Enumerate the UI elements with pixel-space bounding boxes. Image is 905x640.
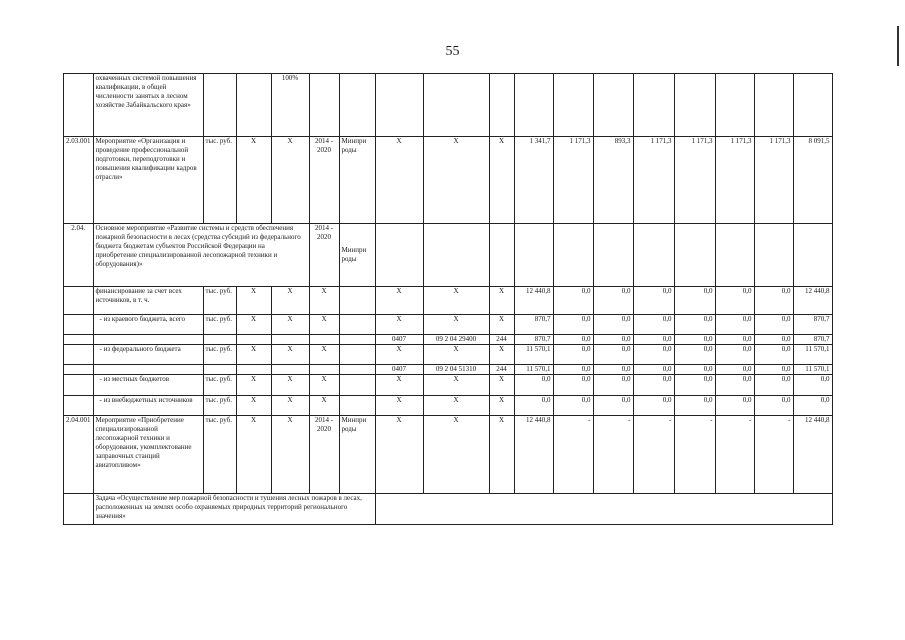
cell-total: 8 091,5 (793, 137, 832, 224)
cell-value: 0,0 (715, 287, 754, 315)
table-row (64, 137, 833, 224)
table-row (64, 224, 833, 287)
cell-value: 11 570,1 (514, 365, 553, 375)
cell-k2: Х (423, 137, 489, 224)
cell-name: финансирование за счет всех источников, в т. ч. (93, 287, 203, 315)
program-table (63, 73, 833, 525)
cell-value: 1 171,3 (633, 137, 674, 224)
cell-value: 0,0 (553, 365, 593, 375)
cell-value: 0,0 (593, 345, 633, 365)
cell-executor: Минпри роды (339, 137, 375, 224)
cell-value: - (754, 416, 793, 494)
cell-unit: тыс. руб. (203, 345, 236, 365)
table-row (64, 74, 833, 137)
cell-value: 0,0 (633, 315, 674, 335)
cell-value: 0,0 (674, 315, 715, 335)
cell-name: Мероприятие «Организация и проведение профессиональной подготовки, переподготовки и повышения квалификации кадров отрасли» (93, 137, 203, 224)
cell-unit: тыс. руб. (203, 137, 236, 224)
cell-value: 0,0 (593, 375, 633, 396)
cell-total: 870,7 (793, 315, 832, 335)
cell-total: 12 440,8 (793, 287, 832, 315)
cell-value: 0,0 (514, 396, 553, 416)
cell-k1: Х (375, 137, 423, 224)
cell-num: 2.04.001 (64, 416, 94, 494)
cell-k1: 0407 (375, 365, 423, 375)
cell-value: 1 171,3 (674, 137, 715, 224)
cell-value: 0,0 (715, 396, 754, 416)
cell-num: 2.03.001 (64, 137, 94, 224)
cell-x2: Х (271, 137, 309, 224)
cell-years: 2014 - 2020 (309, 416, 339, 494)
cell-value: - (553, 416, 593, 494)
cell-value: 0,0 (674, 335, 715, 345)
cell-unit: тыс. руб. (203, 287, 236, 315)
cell-value: 1 171,3 (553, 137, 593, 224)
cell-value: 870,7 (514, 315, 553, 335)
cell-total: 870,7 (793, 335, 832, 345)
cell-value: - (715, 416, 754, 494)
cell-value: 11 570,1 (514, 345, 553, 365)
cell-value: 0,0 (715, 375, 754, 396)
cell-value: 0,0 (593, 335, 633, 345)
table-row: - из краевого бюджета, всего тыс. руб. Х Х Х Х Х Х 870,7 0,0 0,0 0,0 0,0 0,0 0,0 870,7 (64, 315, 833, 335)
cell-k3: 244 (489, 365, 514, 375)
cell-value: 0,0 (715, 345, 754, 365)
cell-value: 0,0 (553, 375, 593, 396)
task-text: Задача «Осуществление мер пожарной безопасности и тушения лесных пожаров в лесах, расположенных на землях особо охраняемых природных территорий регионального значения» (93, 494, 375, 525)
table-row: - из местных бюджетов тыс. руб. Х Х Х Х Х Х 0,0 0,0 0,0 0,0 0,0 0,0 0,0 0,0 (64, 375, 833, 396)
cell-k3: 244 (489, 335, 514, 345)
table-row: финансирование за счет всех источников, в т. ч. тыс. руб. Х Х Х Х Х Х 12 440,8 0,0 0,0 0,0 0,0 0,0 0,0 12 440,8 (64, 287, 833, 315)
cell-value: 1 341,7 (514, 137, 553, 224)
cell-value: 0,0 (754, 375, 793, 396)
cell-value: 0,0 (633, 375, 674, 396)
cell-years: 2014 - 2020 (309, 224, 339, 287)
cell-k2: 09 2 04 29400 (423, 335, 489, 345)
cell-executor: Минпри роды (339, 224, 375, 287)
cell-name: - из внебюджетных источников (93, 396, 203, 416)
cell-value: 0,0 (633, 345, 674, 365)
cell-num (64, 74, 94, 137)
cell-unit: тыс. руб. (203, 375, 236, 396)
page-edge-mark (897, 26, 899, 66)
cell-value: 893,3 (593, 137, 633, 224)
cell-value: 0,0 (514, 375, 553, 396)
cell-value: - (674, 416, 715, 494)
cell-k2: 09 2 04 51310 (423, 365, 489, 375)
cell-name: охваченных системой повышения квалификации, в общей численности занятых в лесном хозяйстве Забайкальского края» (93, 74, 203, 137)
cell-value: 0,0 (715, 335, 754, 345)
cell-value: 12 440,8 (514, 416, 553, 494)
cell-value: 0,0 (633, 396, 674, 416)
cell-x1: Х (236, 137, 271, 224)
cell-value: 12 440,8 (514, 287, 553, 315)
cell-value: 0,0 (553, 287, 593, 315)
cell-value: 0,0 (593, 365, 633, 375)
cell-total: 12 440,8 (793, 416, 832, 494)
cell-value: 0,0 (754, 287, 793, 315)
cell-total: 0,0 (793, 375, 832, 396)
cell-value: 0,0 (553, 315, 593, 335)
cell-value: 0,0 (593, 315, 633, 335)
cell-total: 11 570,1 (793, 365, 832, 375)
cell-value: 0,0 (553, 335, 593, 345)
cell-value: 0,0 (754, 396, 793, 416)
table-row: - из федерального бюджета тыс. руб. Х Х Х Х Х Х 11 570,1 0,0 0,0 0,0 0,0 0,0 0,0 11 570,1 (64, 345, 833, 365)
page-number: 55 (445, 44, 460, 59)
cell-value: 0,0 (593, 396, 633, 416)
cell-value: 0,0 (674, 365, 715, 375)
cell-name: - из краевого бюджета, всего (93, 315, 203, 335)
cell-value: 0,0 (633, 287, 674, 315)
cell-executor: Минпри роды (339, 416, 375, 494)
cell-value: 0,0 (754, 335, 793, 345)
cell-value: - (593, 416, 633, 494)
cell-name: Мероприятие «Приобретение специализированной лесопожарной техники и оборудования, укомплектование заправочных станций авиатопливом» (93, 416, 203, 494)
cell-total: 0,0 (793, 396, 832, 416)
cell-value: 0,0 (633, 365, 674, 375)
cell-name: - из местных бюджетов (93, 375, 203, 396)
cell-years: 2014 - 2020 (309, 137, 339, 224)
table-row: 2.04.001 Мероприятие «Приобретение специализированной лесопожарной техники и оборудования, укомплектование заправочных станций авиатопливом» тыс. руб. Х Х 2014 - 2020 Минпри роды Х Х Х 12 440,8 - - - - - - 12 440,8 (64, 416, 833, 494)
cell-value: 0,0 (674, 345, 715, 365)
cell-value: - (633, 416, 674, 494)
cell-value: 1 171,3 (754, 137, 793, 224)
cell-value: 0,0 (593, 287, 633, 315)
cell-value: 0,0 (633, 335, 674, 345)
table-row (64, 335, 833, 345)
cell-x1 (236, 74, 271, 137)
cell-value: 0,0 (754, 315, 793, 335)
cell-name: Основное мероприятие «Развитие системы и средств обеспечения пожарной безопасности в лесах (средства субсидий из федерального бюджета бюджетам субъектов Российской Федерации на приобретение специализированной лесопожарной техники и оборудования)» (93, 224, 309, 287)
cell-value: 0,0 (715, 315, 754, 335)
cell-name: - из федерального бюджета (93, 345, 203, 365)
cell-value: 870,7 (514, 335, 553, 345)
table-row: - из внебюджетных источников тыс. руб. Х Х Х Х Х Х 0,0 0,0 0,0 0,0 0,0 0,0 0,0 0,0 (64, 396, 833, 416)
table-row (64, 494, 833, 525)
cell-value: 0,0 (674, 375, 715, 396)
cell-percent: 100% (271, 74, 309, 137)
cell-unit: тыс. руб. (203, 315, 236, 335)
cell-num: 2.04. (64, 224, 94, 287)
cell-value: 1 171,3 (715, 137, 754, 224)
cell-value: 0,0 (553, 345, 593, 365)
cell-value: 0,0 (674, 287, 715, 315)
cell-total: 11 570,1 (793, 345, 832, 365)
cell-value: 0,0 (674, 396, 715, 416)
cell-k1: 0407 (375, 335, 423, 345)
cell-value: 0,0 (553, 396, 593, 416)
cell-value: 0,0 (754, 345, 793, 365)
cell-unit: тыс. руб. (203, 396, 236, 416)
cell-k3: Х (489, 137, 514, 224)
cell-unit: тыс. руб. (203, 416, 236, 494)
cell-unit (203, 74, 236, 137)
table-row (64, 365, 833, 375)
cell-value: 0,0 (754, 365, 793, 375)
cell-value: 0,0 (715, 365, 754, 375)
